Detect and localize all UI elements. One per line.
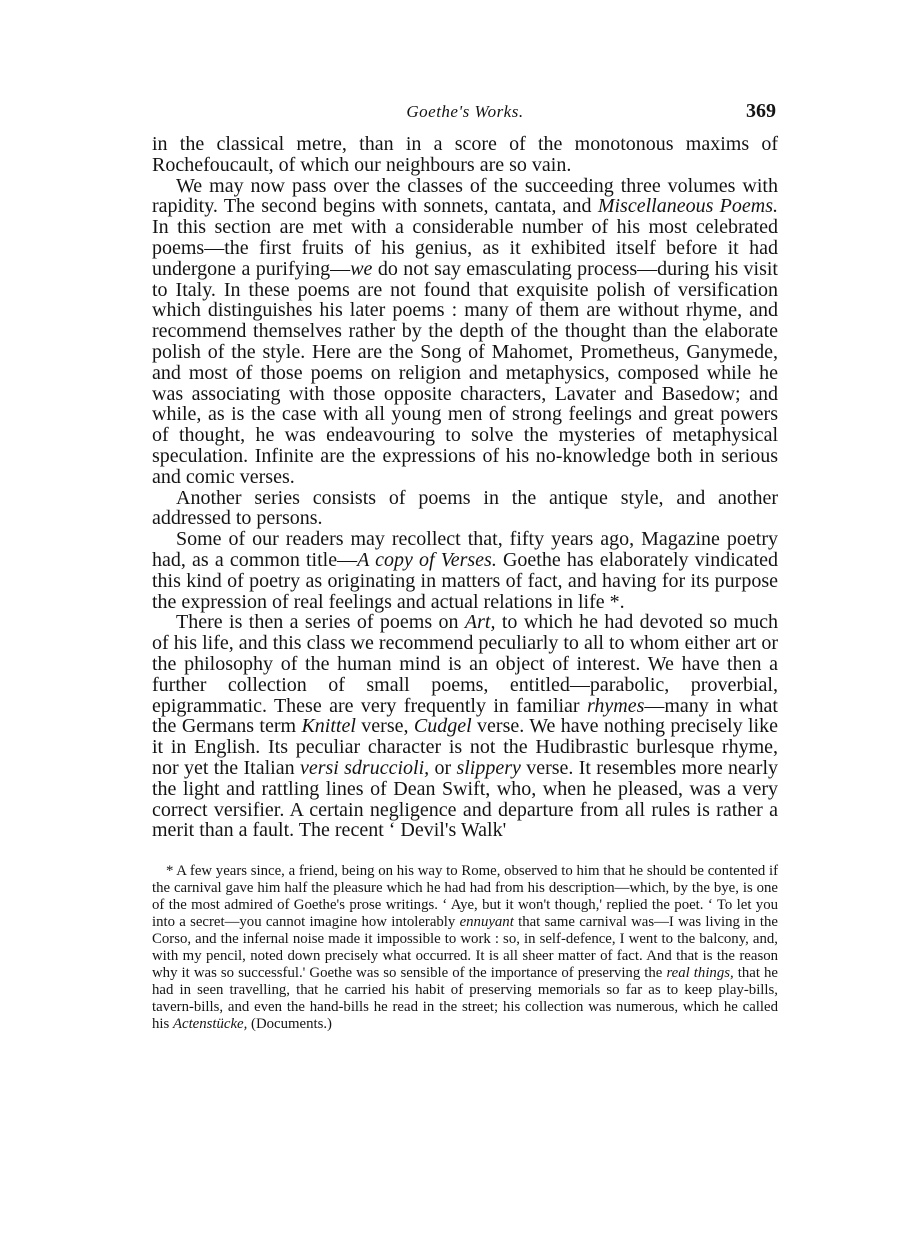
text-run: to which he had devoted so much of his life, and this class we recommend peculiarly to all to whom either art or the philosophy of the human mind is an object of interest. We have then a further collection of small poems, entitled—parabolic, proverbial, epigrammatic. These are very frequently in familiar xyxy=(152,611,778,717)
italic-word: Art, xyxy=(464,611,496,634)
text-run: or xyxy=(429,756,457,779)
page-number: 369 xyxy=(746,100,776,122)
text-run: Some of our readers may recollect that, fifty years ago, Magazine poetry had, as a common title— xyxy=(152,528,778,571)
text-run: do not say emasculating process—during his visit to Italy. In these poems are not found that exquisite polish of versification which distinguishes his later poems : many of them are without rhyme, and recommend themselves rather by the depth of the thought than the elaborate polish of the style. Here are the Song of Mahomet, Prometheus, Ganymede, and most of those poems on religion and metaphysics, composed while he was associating with those opposite characters, Lavater and Basedow; and while, as is the case with all young men of strong feelings and great powers of thought, he was endeavouring to solve the mysteries of metaphysical speculation. Infinite are the expressions of his no-knowledge both in serious and comic verses. xyxy=(152,257,778,488)
italic-word: Cudgel xyxy=(413,715,472,738)
paragraph-5 xyxy=(152,612,778,841)
body-text xyxy=(152,134,778,841)
text-run: Goethe has elaborately vindicated this kind of poetry as originating in matters of fact, and having for its purpose the expression of real feelings and actual relations in life *. xyxy=(152,548,778,613)
italic-phrase: real things, xyxy=(666,965,734,982)
text-run: There is then a series of poems on xyxy=(176,611,465,634)
italic-word: ennuyant xyxy=(459,914,514,931)
text-run: verse, xyxy=(355,715,414,738)
paragraph-1 xyxy=(152,134,778,176)
text-run: —many in what the Germans term xyxy=(152,694,778,738)
paragraph-3 xyxy=(152,488,778,530)
text-run: In this section are met with a considerable number of his most celebrated poems—the first fruits of his genius, as it exhibited itself before it had undergone a purifying— xyxy=(152,216,778,280)
italic-phrase: versi sdruccioli, xyxy=(299,756,430,779)
italic-word: slippery xyxy=(456,756,521,779)
text-run: * A few years since, a friend, being on his way to Rome, observed to him that he should be contented if the carnival gave him half the pleasure which he had had from his description—which, by the bye, is one of the most admired of Goethe's prose writings. ‘ Aye, but it won't though,' replied the poet. ‘ To let you into a secret—you cannot imagine how intolerably xyxy=(152,863,778,931)
italic-word: Knittel xyxy=(301,715,356,738)
running-head xyxy=(152,98,778,134)
text-run: in the classical metre, than in a score of the monotonous maxims of Rochefoucault, of which our neighbours are so vain. xyxy=(152,133,778,176)
text-run: Another series consists of poems in the antique style, and another addressed to persons. xyxy=(152,486,778,530)
paragraph-2 xyxy=(152,176,778,488)
text-run: verse. We have nothing precisely like it in English. Its peculiar character is not the Hudibrastic burlesque rhyme, nor yet the Italian xyxy=(152,715,778,779)
text-run: verse. It resembles more nearly the light and rattling lines of Dean Swift, who, when he pleased, was a very correct versifier. A certain negligence and departure from all rules is rather a merit than a fault. The recent ‘ Devil's Walk' xyxy=(152,756,778,842)
text-run: We may now pass over the classes of the succeeding three volumes with rapidity. The second begins with sonnets, cantata, and xyxy=(152,174,778,218)
italic-word: rhymes xyxy=(586,694,645,717)
italic-word: we xyxy=(350,257,373,280)
text-run: that he had in seen travelling, that he carried his habit of preserving memorials so far as to keep play-bills, tavern-bills, and even the hand-bills he read in the street; his collection was numerous, which he called his xyxy=(152,965,778,1033)
running-title: Goethe's Works. xyxy=(406,102,524,121)
paragraph-4 xyxy=(152,529,778,612)
italic-title: Miscellaneous Poems. xyxy=(597,195,778,218)
italic-title: A copy of Verses. xyxy=(357,548,497,571)
book-page xyxy=(152,98,778,1033)
italic-word: Actenstücke, xyxy=(172,1016,248,1033)
text-run: (Documents.) xyxy=(247,1016,332,1033)
footnote xyxy=(152,863,778,1033)
text-run: that same carnival was—I was living in the Corso, and the infernal noise made it impossible to work : so, in self-defence, I went to the balcony, and, with my pencil, noted down precisely what occurred. It is all sheer matter of fact. And that is the reason why it was so successful.' Goethe was so sensible of the importance of preserving the xyxy=(152,914,778,982)
